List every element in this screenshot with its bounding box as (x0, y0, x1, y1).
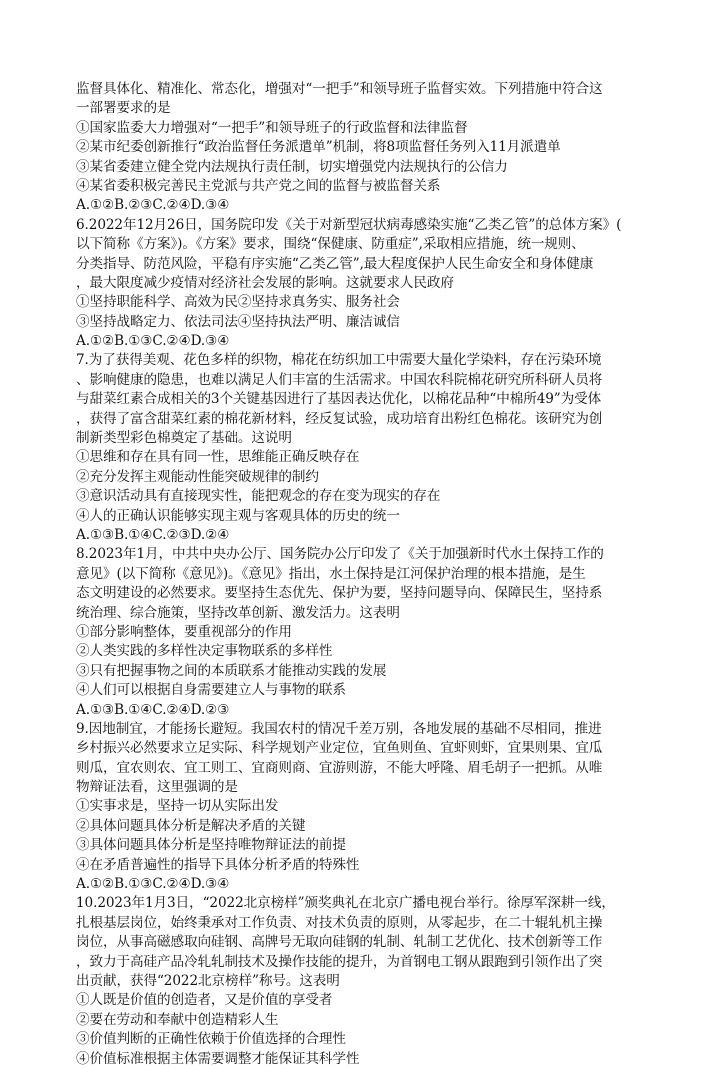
question-7-text-line: 、影响健康的隐患，也难以满足人们丰富的生活需求。中国农科院棉花研究所科研人员将 (76, 371, 603, 388)
question-10-text-line: 扎根基层岗位，始终秉承对工作负责、对技术负责的原则，从零起步，在二十辊轧机主操 (76, 914, 603, 931)
option-4: ④某省委积极完善民主党派与共产党之间的监督与被监督关系 (76, 177, 441, 194)
question-9 (76, 720, 651, 895)
answer-choices: A.①③B.①④C.②③D.②④ (76, 526, 230, 543)
answer-choices: A.①②B.②③C.②④D.③④ (76, 197, 230, 214)
question-6 (76, 216, 651, 352)
option-4: ④在矛盾普遍性的指导下具体分析矛盾的特殊性 (76, 856, 360, 873)
option-3-4: ③坚持战略定力、依法司法④坚持执法严明、廉洁诚信 (76, 313, 400, 330)
option-3: ③只有把握事物之间的本质联系才能推动实践的发展 (76, 662, 387, 679)
option-1-2: ①坚持职能科学、高效为民②坚持求真务实、服务社会 (76, 294, 400, 311)
question-6-text-line: 6.2022年12月26日，国务院印发《关于对新型冠状病毒感染实施“乙类乙管”的总体方案》( (76, 216, 622, 233)
question-6-text-line: 分类指导、防范风险，平稳有序实施“乙类乙管”,最大程度保护人民生命安全和身体健康 (76, 255, 594, 272)
answer-choices: A.①②B.①③C.②④D.③④ (76, 876, 230, 893)
question-10 (76, 894, 651, 1069)
question-9-text-line: 物辩证法看，这里强调的是 (76, 779, 238, 796)
option-2: ②某市纪委创新推行“政治监督任务派遣单”机制，将8项监督任务列入11月派遣单 (76, 139, 561, 156)
question-7-text-line: 制新类型彩色棉奠定了基础。这说明 (76, 430, 292, 447)
question-10-text-line: 出贡献，获得“2022北京榜样”称号。这表明 (76, 972, 340, 989)
answer-choices: A.①②B.①③C.②④D.③④ (76, 333, 230, 350)
option-3: ③意识活动具有直接现实性，能把观念的存在变为现实的存在 (76, 488, 441, 505)
answer-choices: A.①③B.①④C.②④D.②③ (76, 701, 230, 718)
question-10-text-line: 10.2023年1月3日，“2022北京榜样”颁奖典礼在北京广播电视台举行。徐厚军深耕一线， (76, 895, 615, 912)
question-5-text-line: 一部署要求的是 (76, 100, 171, 117)
question-9-text-line: 9.因地制宜，才能扬长避短。我国农村的情况千差万别，各地发展的基础不尽相同，推进 (76, 720, 602, 737)
question-6-text-line: 以下简称《方案》)。《方案》要求，围绕“保健康、防重症”,采取相应措施，统一规则、 (76, 236, 585, 253)
option-1: ①思维和存在具有同一性，思维能正确反映存在 (76, 449, 360, 466)
option-4: ④人们可以根据自身需要建立人与事物的联系 (76, 682, 346, 699)
option-1: ①国家监委大力增强对“一把手”和领导班子的行政监督和法律监督 (76, 119, 468, 136)
option-4: ④人的正确认识能够实现主观与客观具体的历史的统一 (76, 507, 400, 524)
option-3: ③某省委建立健全党内法规执行责任制，切实增强党内法规执行的公信力 (76, 158, 508, 175)
question-9-text-line: 乡村振兴必然要求立足实际、科学规划产业定位，宜鱼则鱼、宜虾则虾，宜果则果、宜瓜 (76, 740, 603, 757)
question-5-text-line: 监督具体化、精准化、常态化，增强对“一把手”和领导班子监督实效。下列措施中符合这 (76, 81, 603, 97)
option-1: ①部分影响整体，要重视部分的作用 (76, 623, 292, 640)
option-2: ②人类实践的多样性决定事物联系的多样性 (76, 643, 333, 660)
option-3: ③具体问题具体分析是坚持唯物辩证法的前提 (76, 837, 346, 854)
question-8-text-line: 8.2023年1月，中共中央办公厅、国务院办公厅印发了《关于加强新时代水土保持工作的 (76, 546, 604, 563)
question-8-text-line: 态文明建设的必然要求。要坚持生态优先、保护为要，坚持问题导向、保障民生，坚持系 (76, 585, 603, 602)
option-1: ①人既是价值的创造者，又是价值的享受者 (76, 992, 333, 1009)
question-8-text-line: 统治理、综合施策，坚持改革创新、激发活力。这表明 (76, 604, 400, 621)
question-10-text-line: ，致力于高硅产品冷轧轧制技术及操作技能的提升，为首钢电工钢从跟跑到引领作出了突 (76, 953, 603, 970)
question-7-text-line: 7.为了获得美观、花色多样的织物，棉花在纺织加工中需要大量化学染料，存在污染环境 (76, 352, 602, 369)
question-7-text-line: 与甜菜红素合成相关的3个关键基因进行了基因表达优化，以棉花品种“中棉所49”为受体 (76, 391, 602, 408)
question-6-text-line: ，最大限度减少疫情对经济社会发展的影响。这就要求人民政府 (76, 274, 454, 291)
question-7-text-line: ，获得了富含甜菜红素的棉花新材料，经反复试验，成功培育出粉红色棉花。该研究为创 (76, 410, 603, 427)
question-5-continued (76, 80, 651, 216)
question-8 (76, 545, 651, 720)
option-3: ③价值判断的正确性依赖于价值选择的合理性 (76, 1031, 346, 1048)
question-8-text-line: 意见》(以下简称《意见》)。《意见》指出，水土保持是江河保护治理的根本措施，是生 (76, 565, 586, 582)
option-4: ④价值标准根据主体需要调整才能保证其科学性 (76, 1050, 360, 1067)
question-9-text-line: 则瓜，宜农则农、宜工则工、宜商则商、宜游则游，不能大呼隆、眉毛胡子一把抓。从唯 (76, 759, 603, 776)
option-2: ②要在劳动和奉献中创造精彩人生 (76, 1011, 279, 1028)
option-1: ①实事求是，坚持一切从实际出发 (76, 798, 279, 815)
question-10-text-line: 岗位，从事高磁感取向硅钢、高牌号无取向硅钢的轧制、轧制工艺优化、技术创新等工作 (76, 934, 603, 951)
question-7 (76, 351, 651, 545)
option-2: ②具体问题具体分析是解决矛盾的关键 (76, 817, 306, 834)
option-2: ②充分发挥主观能动性能突破规律的制约 (76, 468, 319, 485)
